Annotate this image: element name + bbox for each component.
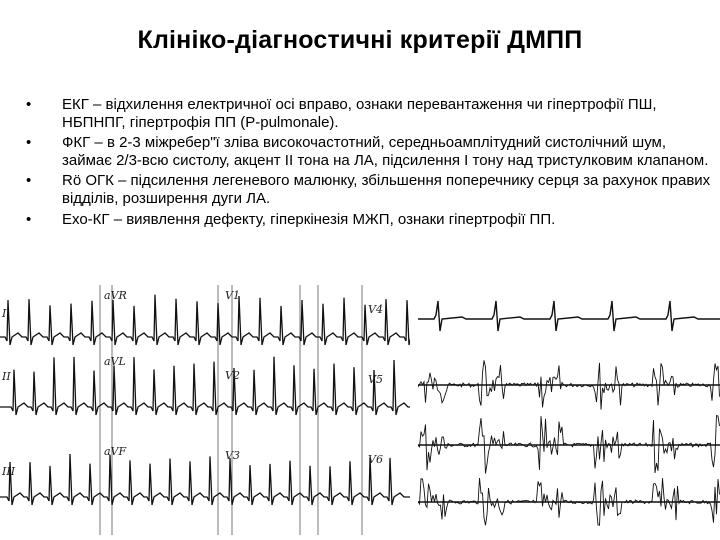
ecg-lead-label: V6 (368, 453, 383, 466)
phonocardiogram-image (418, 287, 720, 535)
criteria-item-echo (26, 211, 716, 229)
ecg-lead-label: V2 (225, 369, 240, 382)
ecg-lead-label: aVF (104, 445, 127, 458)
criteria-text: ЕКГ – відхилення електричної осі вправо, ознаки перевантаження чи гіпертрофії ПШ, НБПНПГ, гіпертрофія ПП (P-pulmonale). (62, 96, 657, 131)
bullet-icon: • (26, 210, 32, 228)
ecg-lead-label: V3 (225, 449, 240, 462)
ecg-tracing-image (0, 285, 410, 535)
bullet-icon: • (26, 172, 32, 190)
criteria-list (26, 96, 716, 231)
ecg-lead-label: III (2, 465, 16, 478)
criteria-item-pcg (26, 134, 716, 169)
criteria-item-xray (26, 172, 716, 207)
ecg-lead-label: aVR (104, 289, 127, 302)
criteria-text: Ехо-КГ – виявлення дефекту, гіперкінезія МЖП, ознаки гіпертрофії ПП. (62, 210, 556, 228)
criteria-item-ecg (26, 96, 716, 131)
bullet-icon: • (26, 96, 32, 113)
slide-title: Клініко-діагностичні критерії ДМПП (137, 26, 583, 54)
criteria-text: Rö ОГК – підсилення легеневого малюнку, збільшення поперечнику серця за рахунок правих відділів, розширення дуги ЛА. (62, 172, 711, 207)
ecg-lead-label: V5 (368, 373, 383, 386)
bullet-icon: • (26, 134, 32, 152)
ecg-lead-label: V4 (368, 303, 383, 316)
ecg-lead-label: aVL (104, 355, 126, 368)
ecg-lead-label: I (2, 307, 7, 320)
ecg-lead-label: V1 (225, 289, 240, 302)
criteria-text: ФКГ – в 2-3 міжребер"ї зліва високочастотний, середньоамплітудний систолічний шум, займає 2/3-всю систолу, акцент ІІ тона на ЛА, підсилення І тону над тристулковим клапаном. (62, 134, 709, 169)
ecg-lead-label: II (2, 370, 11, 383)
